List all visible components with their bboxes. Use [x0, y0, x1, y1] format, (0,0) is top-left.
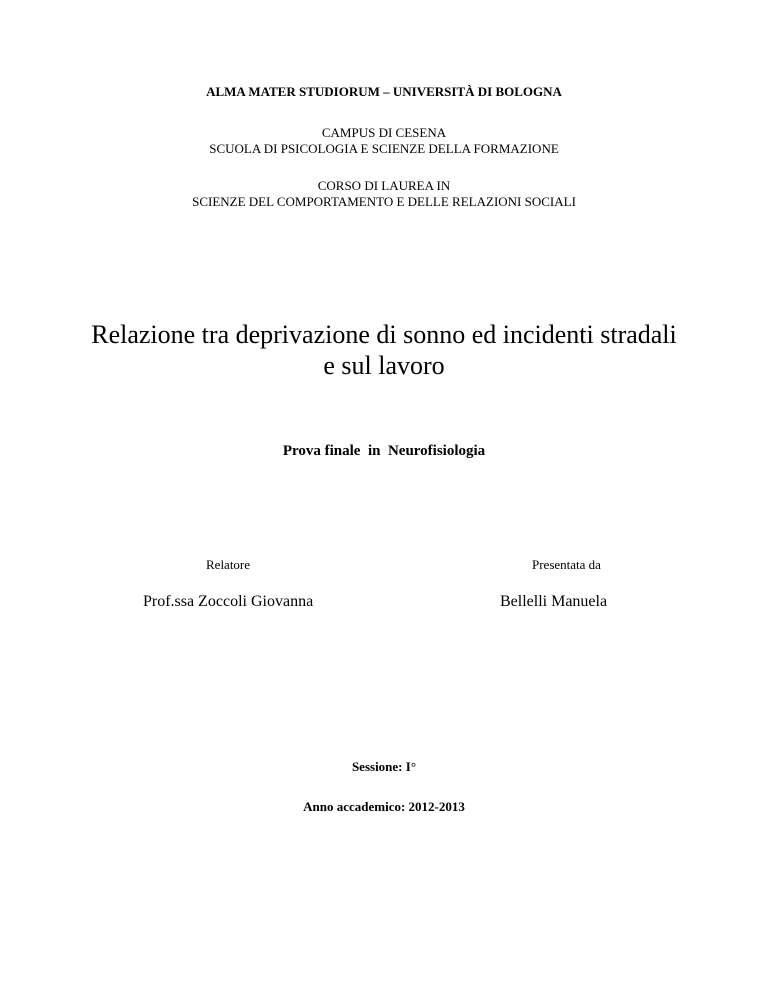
session-info: Sessione: I°	[351, 759, 417, 774]
campus-name: CAMPUS DI CESENA	[321, 125, 447, 140]
university-name: ALMA MATER STUDIORUM – UNIVERSITÀ DI BOLOGNA	[206, 84, 562, 99]
school-name: SCUOLA DI PSICOLOGIA E SCIENZE DELLA FORMAZIONE	[209, 141, 559, 156]
author-name: Bellelli Manuela	[500, 593, 608, 610]
course-line-1: CORSO DI LAUREA IN	[317, 178, 451, 193]
author-label: Presentata da	[532, 557, 601, 572]
supervisor-label: Relatore	[206, 557, 251, 572]
course-line-2: SCIENZE DEL COMPORTAMENTO E DELLE RELAZIONI SOCIALI	[192, 194, 576, 209]
thesis-title-line-2: e sul lavoro	[323, 351, 445, 380]
thesis-title-line-1: Relazione tra deprivazione di sonno ed incidenti stradali	[91, 320, 677, 349]
academic-year: Anno accademico: 2012-2013	[303, 799, 465, 814]
supervisor-name: Prof.ssa Zoccoli Giovanna	[143, 593, 314, 610]
exam-subtitle: Prova finale in Neurofisiologia	[282, 443, 486, 459]
